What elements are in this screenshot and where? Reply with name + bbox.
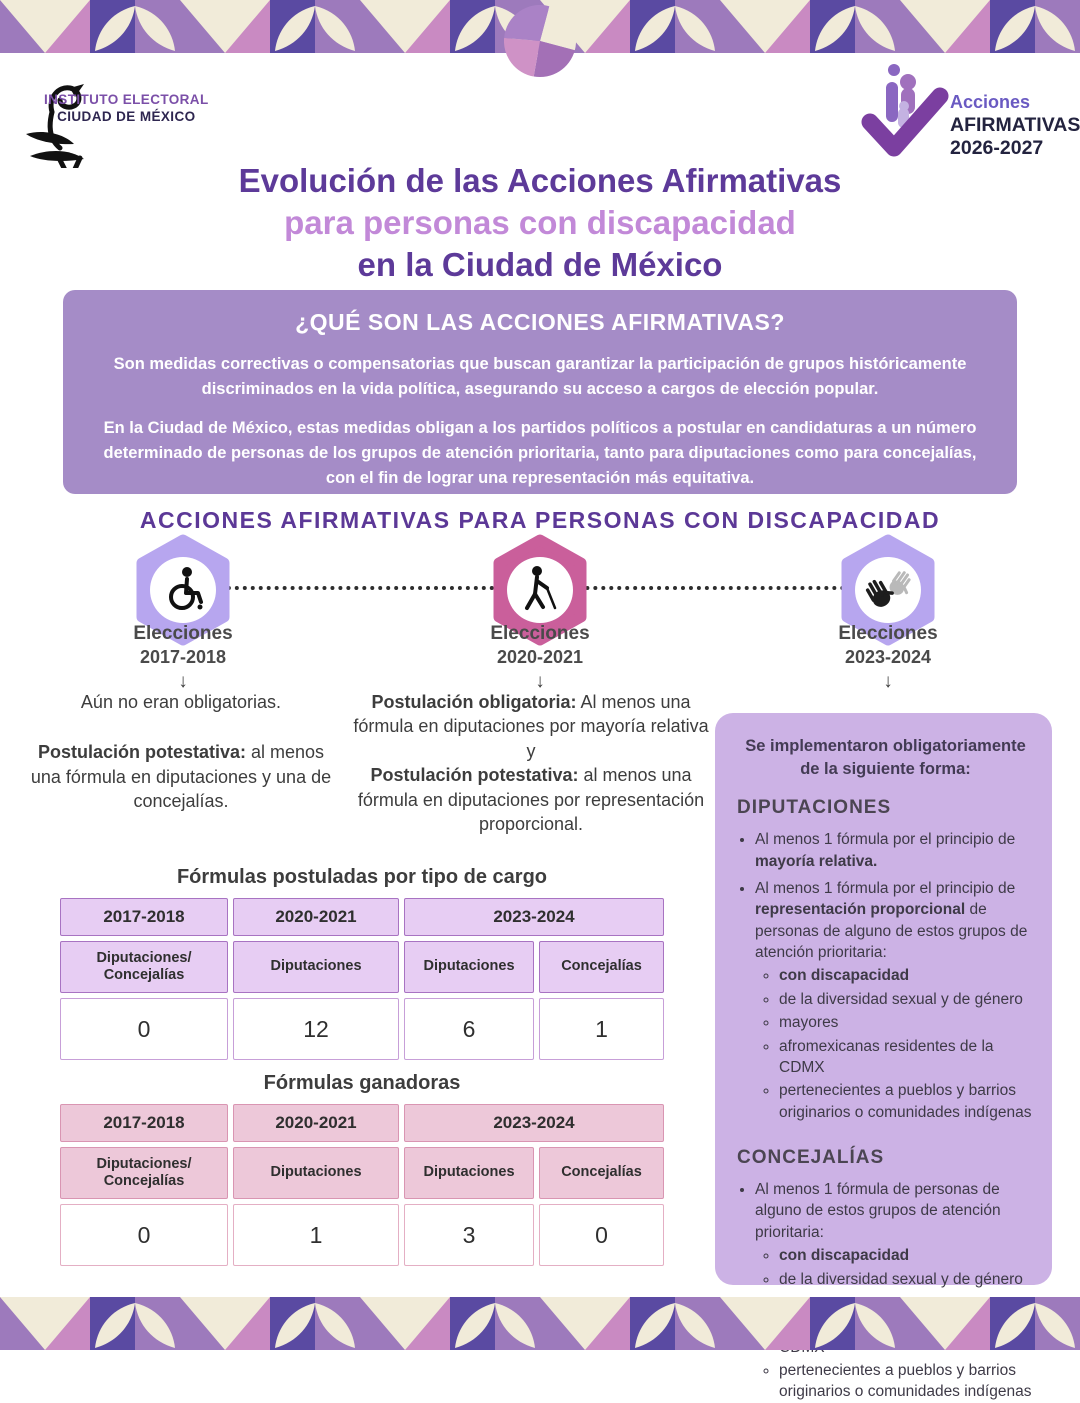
list-item: • Al menos 1 fórmula por el principio de representación proporcional de personas de alguno de estos grupos de atención prioritaria: ◦ con discapacidad ◦ de la diversidad sexual y de género ◦ mayores ◦ afromexicanas residentes de la CDMX ◦ pertenecientes a pueblos y barrios originarios o comunidades indígenas bbox=[755, 878, 1036, 1123]
concejalias-list bbox=[735, 1179, 1036, 1403]
list-item: • Al menos 1 fórmula de personas de alguno de estos grupos de atención prioritaria: ◦ con discapacidad ◦ de la diversidad sexual y de género ◦ ◦ ◦ pertenecientes a pueblos y barrios originarios o comunidades indígenas bbox=[755, 1179, 1036, 1403]
text-2017-line1: Aún no eran obligatorias. bbox=[80, 692, 282, 712]
page-title bbox=[0, 160, 1080, 286]
table-ganadoras bbox=[60, 1072, 664, 1266]
year-header: 2023-2024 bbox=[404, 1104, 664, 1142]
aa-logo-line2: AFIRMATIVAS bbox=[950, 113, 1080, 136]
list-item: ◦ pertenecientes a pueblos y barrios originarios o comunidades indígenas bbox=[779, 1360, 1036, 1403]
column-2017-text bbox=[22, 690, 340, 814]
elecciones-years: 2017-2018 bbox=[139, 646, 227, 667]
column-header: Diputaciones bbox=[233, 941, 399, 993]
table-value: 1 bbox=[233, 1204, 399, 1266]
page-title-line3: en la Ciudad de México bbox=[357, 246, 723, 283]
acciones-afirmativas-checkmark-icon bbox=[852, 56, 952, 164]
intro-box bbox=[63, 290, 1017, 494]
elecciones-label: Elecciones bbox=[838, 623, 938, 644]
column-header: Diputaciones bbox=[404, 941, 534, 993]
table-value: 12 bbox=[233, 998, 399, 1060]
intro-box-heading: ¿QUÉ SON LAS ACCIONES AFIRMATIVAS? bbox=[295, 309, 785, 335]
iecm-line2: CIUDAD DE MÉXICO bbox=[57, 108, 196, 124]
section-heading: ACCIONES AFIRMATIVAS PARA PERSONAS CON DISCAPACIDAD bbox=[139, 507, 941, 533]
diputaciones-sublist bbox=[755, 965, 1036, 1123]
bottom-border-pattern bbox=[0, 1297, 1080, 1350]
column-2020-text bbox=[348, 690, 714, 837]
text-2020-paragraph1: Postulación obligatoria: Al menos una fórmula en diputaciones por mayoría relativa y bbox=[353, 692, 709, 761]
table-value: 1 bbox=[539, 998, 664, 1060]
page-title-line2: para personas con discapacidad bbox=[284, 204, 796, 241]
down-arrow-icon: ↓ bbox=[883, 671, 893, 693]
diputaciones-list bbox=[735, 829, 1036, 1123]
table-value: 0 bbox=[60, 1204, 228, 1266]
year-header: 2017-2018 bbox=[60, 1104, 228, 1142]
column-header: Diputaciones/ Concejalías bbox=[60, 1147, 228, 1199]
timeline-label-2020 bbox=[430, 622, 650, 693]
year-header: 2023-2024 bbox=[404, 898, 664, 936]
intro-paragraph-2: En la Ciudad de México, estas medidas obligan a los partidos políticos a postular en candidaturas a un número determinado de personas de los grupos de atención prioritaria, tanto para diputaciones como para concejalías, con el fin de lograr una representación más equitativa. bbox=[103, 419, 977, 488]
year-header: 2020-2021 bbox=[233, 1104, 399, 1142]
table-postuladas-title: Fórmulas postuladas por tipo de cargo bbox=[176, 866, 548, 888]
column-header: Diputaciones bbox=[404, 1147, 534, 1199]
list-item: ◦ pertenecientes a pueblos y barrios originarios o comunidades indígenas bbox=[779, 1080, 1036, 1123]
acciones-afirmativas-logo-text bbox=[950, 92, 1080, 160]
column-header: Concejalías bbox=[539, 1147, 664, 1199]
timeline-label-2023 bbox=[778, 622, 998, 693]
table-postuladas bbox=[60, 866, 664, 1060]
iecm-line1: INSTITUTO ELECTORAL bbox=[44, 92, 209, 107]
year-header: 2020-2021 bbox=[233, 898, 399, 936]
elecciones-years: 2023-2024 bbox=[844, 646, 932, 667]
list-item: ◦ mayores bbox=[779, 1012, 1036, 1033]
aa-logo-line3: 2026-2027 bbox=[950, 136, 1044, 159]
timeline-label-2017 bbox=[73, 622, 293, 693]
list-item: ◦ afromexicanas residentes de la CDMX bbox=[779, 1036, 1036, 1079]
elecciones-label: Elecciones bbox=[490, 623, 590, 644]
list-item: ◦ con discapacidad bbox=[779, 965, 1036, 986]
text-2017-paragraph: Postulación potestativa: al menos una fórmula en diputaciones y una de concejalías. bbox=[30, 742, 332, 812]
table-ganadoras-grid bbox=[60, 1104, 664, 1266]
down-arrow-icon: ↓ bbox=[535, 671, 545, 693]
column-header: Diputaciones bbox=[233, 1147, 399, 1199]
elecciones-label: Elecciones bbox=[133, 623, 233, 644]
list-item: ◦ de la diversidad sexual y de género bbox=[779, 1269, 1036, 1290]
table-value: 0 bbox=[60, 998, 228, 1060]
intro-paragraph-1: Son medidas correctivas o compensatorias que buscan garantizar la participación de grupos históricamente discriminados en la vida política, asegurando su acceso a cargos de elección popular. bbox=[113, 355, 967, 399]
panel-2023 bbox=[715, 713, 1052, 1401]
list-item: ◦ de la diversidad sexual y de género bbox=[779, 989, 1036, 1010]
table-value: 3 bbox=[404, 1204, 534, 1266]
panel-intro: Se implementaron obligatoriamente de la siguiente forma: bbox=[745, 737, 1026, 779]
iecm-logo-text bbox=[44, 92, 209, 126]
down-arrow-icon: ↓ bbox=[178, 671, 188, 693]
table-value: 6 bbox=[404, 998, 534, 1060]
column-header: Diputaciones/ Concejalías bbox=[60, 941, 228, 993]
table-postuladas-grid bbox=[60, 898, 664, 1060]
table-ganadoras-title: Fórmulas ganadoras bbox=[263, 1072, 461, 1094]
year-header: 2017-2018 bbox=[60, 898, 228, 936]
page-title-line1: Evolución de las Acciones Afirmativas bbox=[238, 162, 842, 199]
column-header: Concejalías bbox=[539, 941, 664, 993]
aa-logo-line1: Acciones bbox=[950, 92, 1031, 112]
list-item: ◦ con discapacidad bbox=[779, 1245, 1036, 1266]
concejalias-heading: CONCEJALÍAS bbox=[737, 1147, 885, 1169]
elecciones-years: 2020-2021 bbox=[496, 646, 584, 667]
diputaciones-heading: DIPUTACIONES bbox=[737, 797, 892, 819]
table-value: 0 bbox=[539, 1204, 664, 1266]
text-2020-paragraph2: Postulación potestativa: al menos una fórmula en diputaciones por representación proporcional. bbox=[357, 765, 705, 835]
list-item: • Al menos 1 fórmula por el principio de mayoría relativa. bbox=[755, 829, 1036, 872]
pie-decoration bbox=[504, 5, 576, 79]
